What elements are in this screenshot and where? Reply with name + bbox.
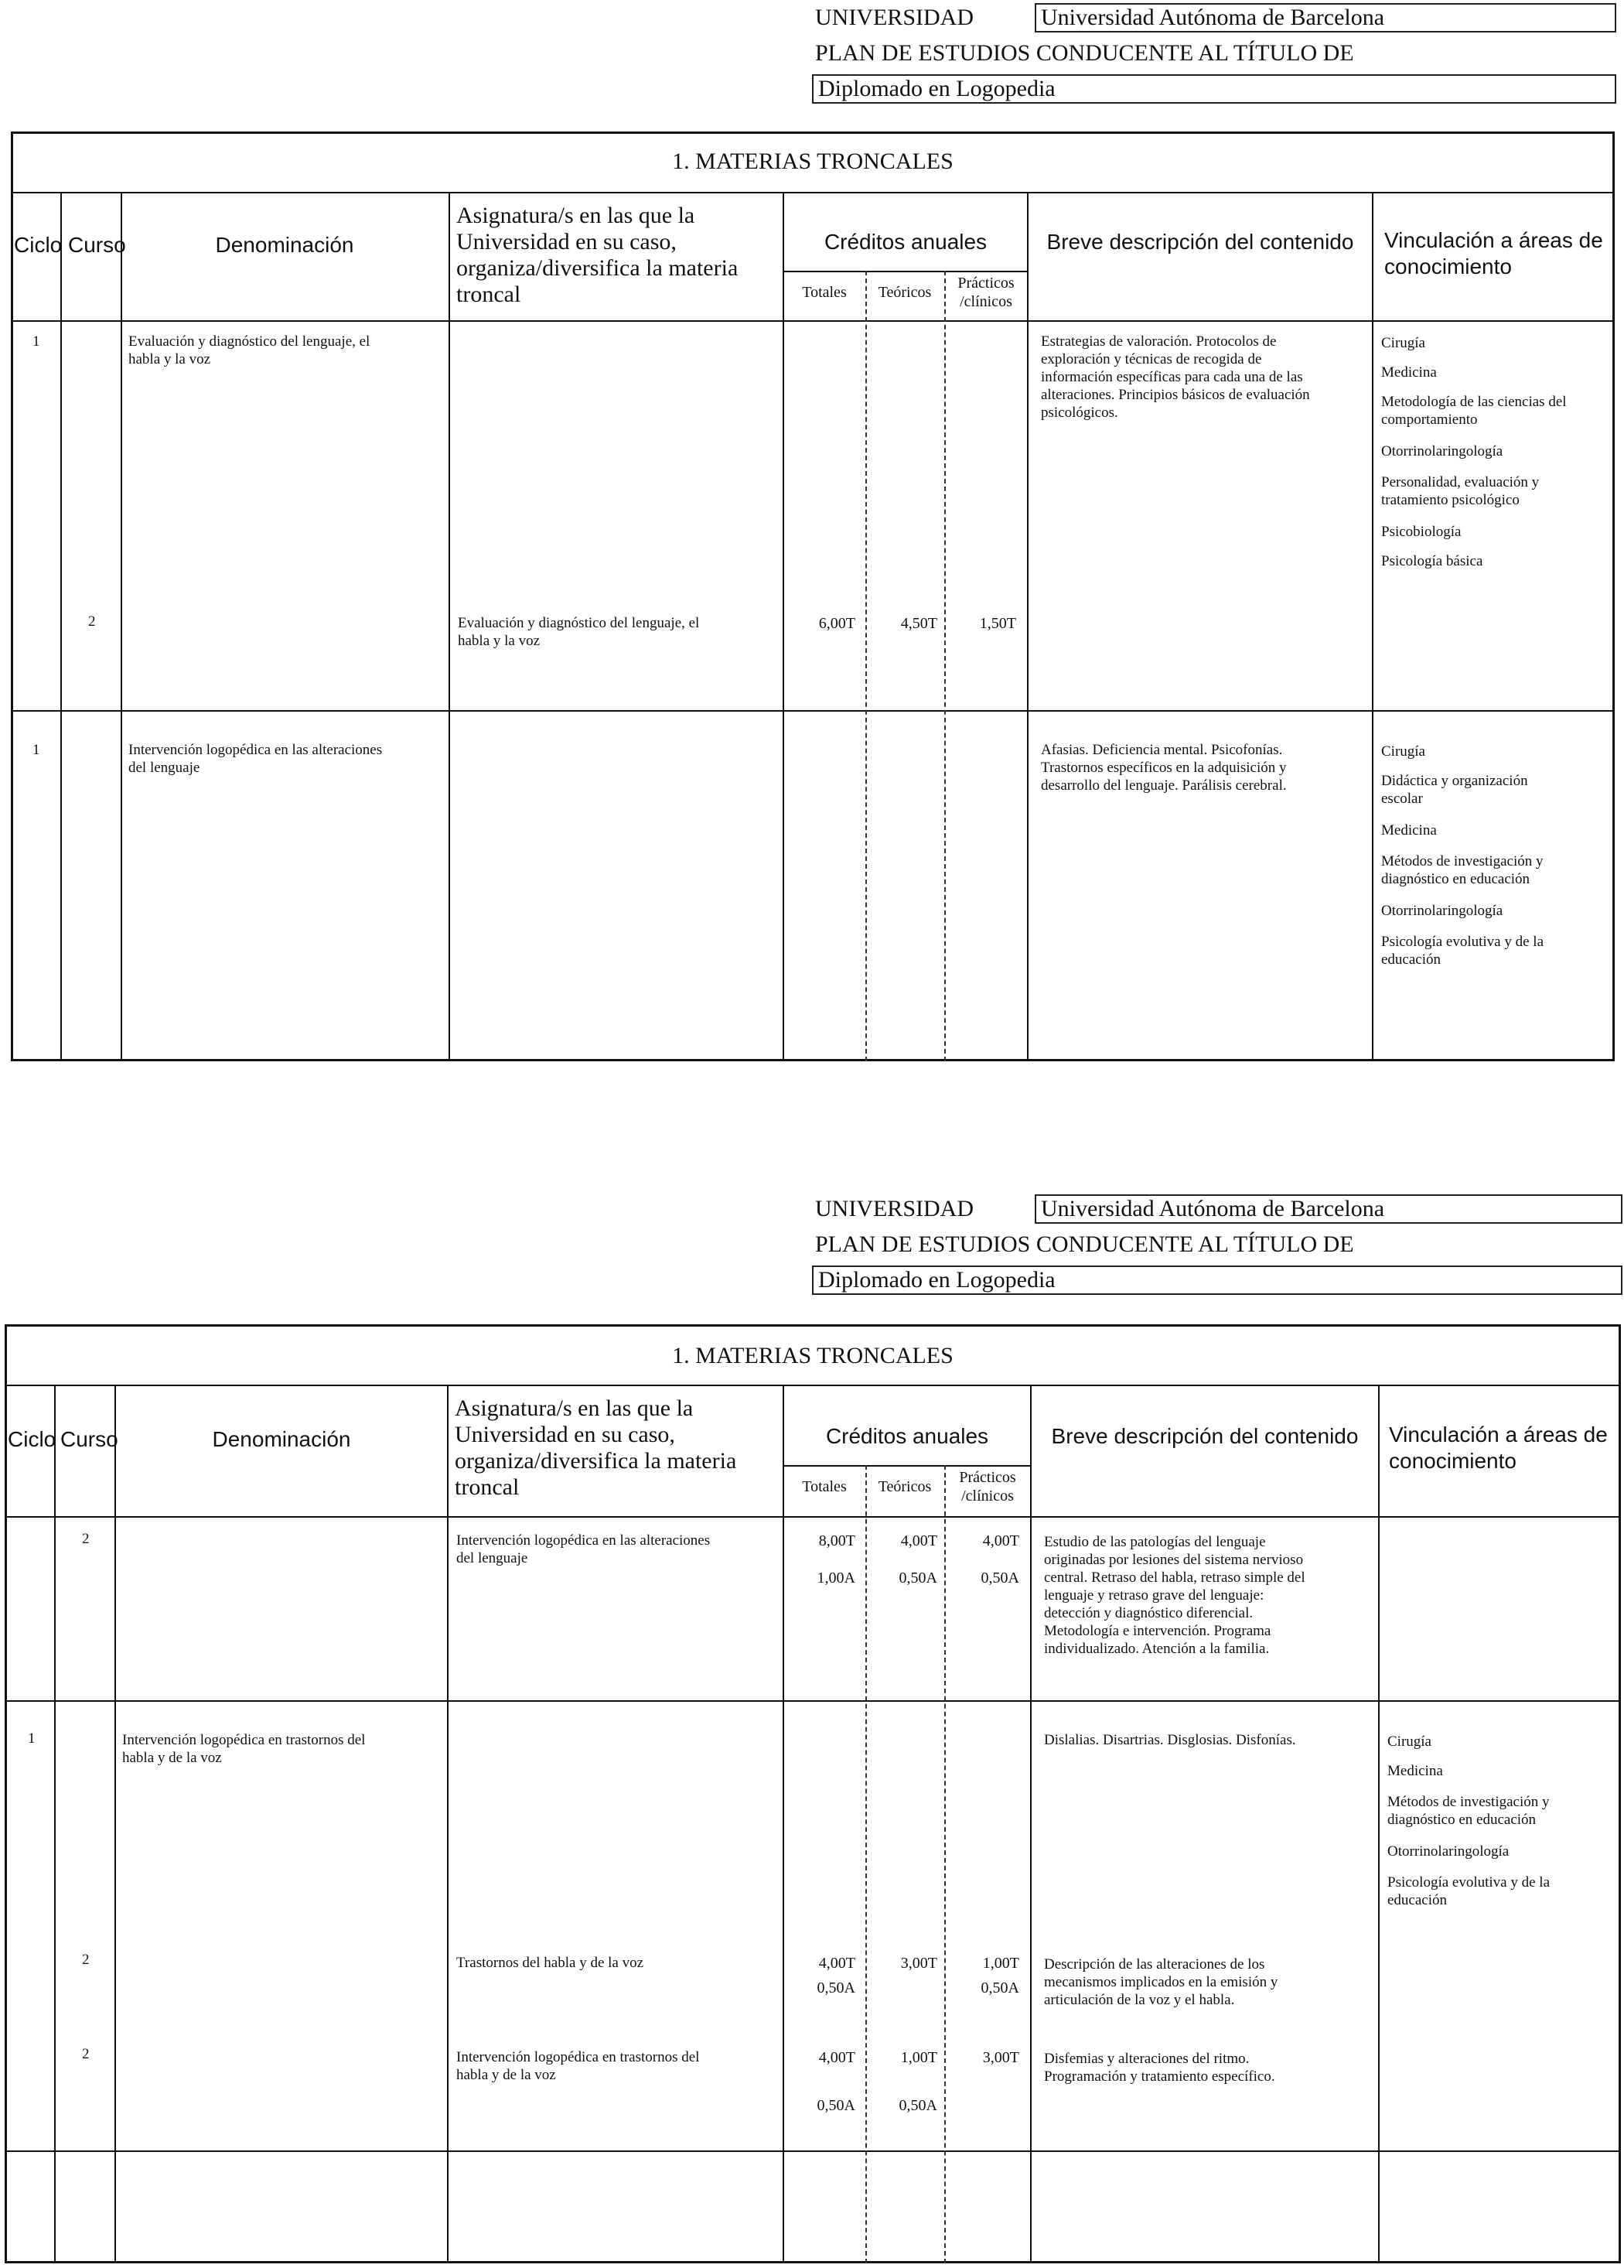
area-item: Psicología evolutiva y de la educación [1381,934,1544,968]
descripcion-cell: Afasias. Deficiencia mental. Psicofonías. Trastornos específicos en la adquisición y desarrollo del lenguaje. Parálisis cerebral. [1041,742,1287,794]
plan-label: PLAN DE ESTUDIOS CONDUCENTE AL TÍTULO DE [815,40,1354,66]
col-practicos: Prácticos /clínicos [959,1469,1016,1505]
col-denominacion: Denominación [215,233,354,257]
denominacion-cell: Intervención logopédica en trastornos del habla y de la voz [122,1732,366,1766]
area-item: Métodos de investigación y diagnóstico en educación [1387,1794,1550,1828]
col-creditos: Créditos anuales [825,1424,989,1448]
col-ciclo: Ciclo [8,1427,56,1451]
denominacion-cell: Evaluación y diagnóstico del lenguaje, el habla y la voz [128,333,370,367]
curso-cell: 2 [82,2046,90,2062]
asignatura-cell: Trastornos del habla y de la voz [456,1955,644,1971]
teoricos-cell: 0,50A [899,2097,937,2114]
area-item: Métodos de investigación y diagnóstico en educación [1381,853,1544,887]
ciclo-cell: 1 [32,333,40,350]
curso-cell: 2 [82,1952,90,1968]
area-item: Otorrinolaringología [1381,903,1503,919]
table-title: 1. MATERIAS TRONCALES [672,149,954,174]
teoricos-cell: 4,50T [900,615,937,632]
descripcion-cell: Disfemias y alteraciones del ritmo. Programación y tratamiento específico. [1044,2051,1275,2085]
practicos-cell: 0,50A [981,1979,1019,1996]
area-item: Psicobiología [1381,524,1462,540]
practicos-cell: 3,00T [982,2049,1019,2066]
curso-cell: 2 [82,1531,90,1547]
area-item: Cirugía [1381,743,1425,760]
page-2 [0,1134,1624,2268]
area-item: Otorrinolaringología [1381,443,1503,459]
asignatura-cell: Intervención logopédica en trastornos del habla y de la voz [456,2049,700,2083]
col-totales: Totales [802,284,847,301]
area-item: Medicina [1387,1763,1443,1779]
ciclo-cell: 1 [32,742,40,758]
area-item: Otorrinolaringología [1387,1843,1510,1860]
area-item: Psicología básica [1381,553,1483,569]
col-curso: Curso [60,1427,118,1451]
area-item: Cirugía [1381,335,1425,351]
totales-cell: 0,50A [817,1979,855,1996]
area-item: Medicina [1381,822,1437,839]
descripcion-cell: Descripción de las alteraciones de los mecanismos implicados en la emisión y articulación de la voz y el habla. [1044,1956,1278,2008]
col-vinculacion: Vinculación a áreas de conocimiento [1389,1423,1608,1473]
col-descripcion: Breve descripción del contenido [1046,230,1354,254]
totales-cell: 0,50A [817,2097,855,2114]
teoricos-cell: 4,00T [900,1532,937,1549]
area-item: Medicina [1381,364,1437,381]
col-denominacion: Denominación [212,1427,351,1451]
col-curso: Curso [68,233,126,257]
col-descripcion: Breve descripción del contenido [1051,1424,1359,1448]
descripcion-cell: Estrategias de valoración. Protocolos de exploración y técnicas de recogida de información específicas para cada una de las alteraciones. Principios básicos de evaluación psicológicos. [1041,333,1310,421]
col-ciclo: Ciclo [14,233,63,257]
col-teoricos: Teóricos [878,284,932,301]
ciclo-cell: 1 [28,1730,36,1747]
denominacion-cell: Intervención logopédica en las alteraciones del lenguaje [128,742,383,776]
curso-cell: 2 [88,613,96,630]
teoricos-cell: 3,00T [900,1955,937,1972]
asignatura-cell: Evaluación y diagnóstico del lenguaje, el habla y la voz [458,615,700,649]
totales-cell: 8,00T [818,1532,855,1549]
titulo-value: Diplomado en Logopedia [812,1266,1622,1295]
col-creditos: Créditos anuales [824,230,988,254]
universidad-label: UNIVERSIDAD [815,1196,974,1221]
col-teoricos: Teóricos [878,1478,932,1495]
totales-cell: 1,00A [817,1569,855,1587]
col-practicos: Prácticos /clínicos [957,275,1015,310]
totales-cell: 4,00T [818,1955,855,1972]
teoricos-cell: 1,00T [900,2049,937,2066]
col-asignatura: Asignatura/s en las que la Universidad en su caso, organiza/diversifica la materia troncal [455,1395,737,1500]
practicos-cell: 1,00T [982,1955,1019,1972]
practicos-cell: 4,00T [982,1532,1019,1549]
asignatura-cell: Intervención logopédica en las alteraciones del lenguaje [456,1532,711,1566]
totales-cell: 4,00T [818,2049,855,2066]
descripcion-cell: Estudio de las patologías del lenguaje originadas por lesiones del sistema nervioso central. Retraso del habla, retraso simple del lenguaje y retraso grave del lenguaje: detección y diagnóstico diferencial. Metodología e intervención. Programa individualizado. Atención a la familia. [1044,1534,1305,1657]
practicos-cell: 0,50A [981,1569,1019,1587]
plan-label: PLAN DE ESTUDIOS CONDUCENTE AL TÍTULO DE [815,1231,1354,1257]
col-asignatura: Asignatura/s en las que la Universidad en su caso, organiza/diversifica la materia troncal [456,203,739,307]
area-item: Cirugía [1387,1733,1431,1750]
area-item: Personalidad, evaluación y tratamiento psicológico [1381,474,1540,508]
universidad-label: UNIVERSIDAD [815,5,974,30]
area-item: Didáctica y organización escolar [1381,773,1528,807]
teoricos-cell: 0,50A [899,1569,937,1587]
totales-cell: 6,00T [818,615,855,632]
universidad-value: Universidad Autónoma de Barcelona [1035,3,1616,32]
col-vinculacion: Vinculación a áreas de conocimiento [1384,228,1603,278]
area-item: Psicología evolutiva y de la educación [1387,1874,1551,1908]
descripcion-cell: Dislalias. Disartrias. Disglosias. Disfonías. [1044,1732,1296,1748]
table-title: 1. MATERIAS TRONCALES [672,1343,954,1368]
practicos-cell: 1,50T [979,615,1016,632]
area-item: Metodología de las ciencias del comportamiento [1381,394,1567,428]
titulo-value: Diplomado en Logopedia [812,74,1616,104]
universidad-value: Universidad Autónoma de Barcelona [1035,1194,1622,1224]
col-totales: Totales [802,1478,847,1495]
